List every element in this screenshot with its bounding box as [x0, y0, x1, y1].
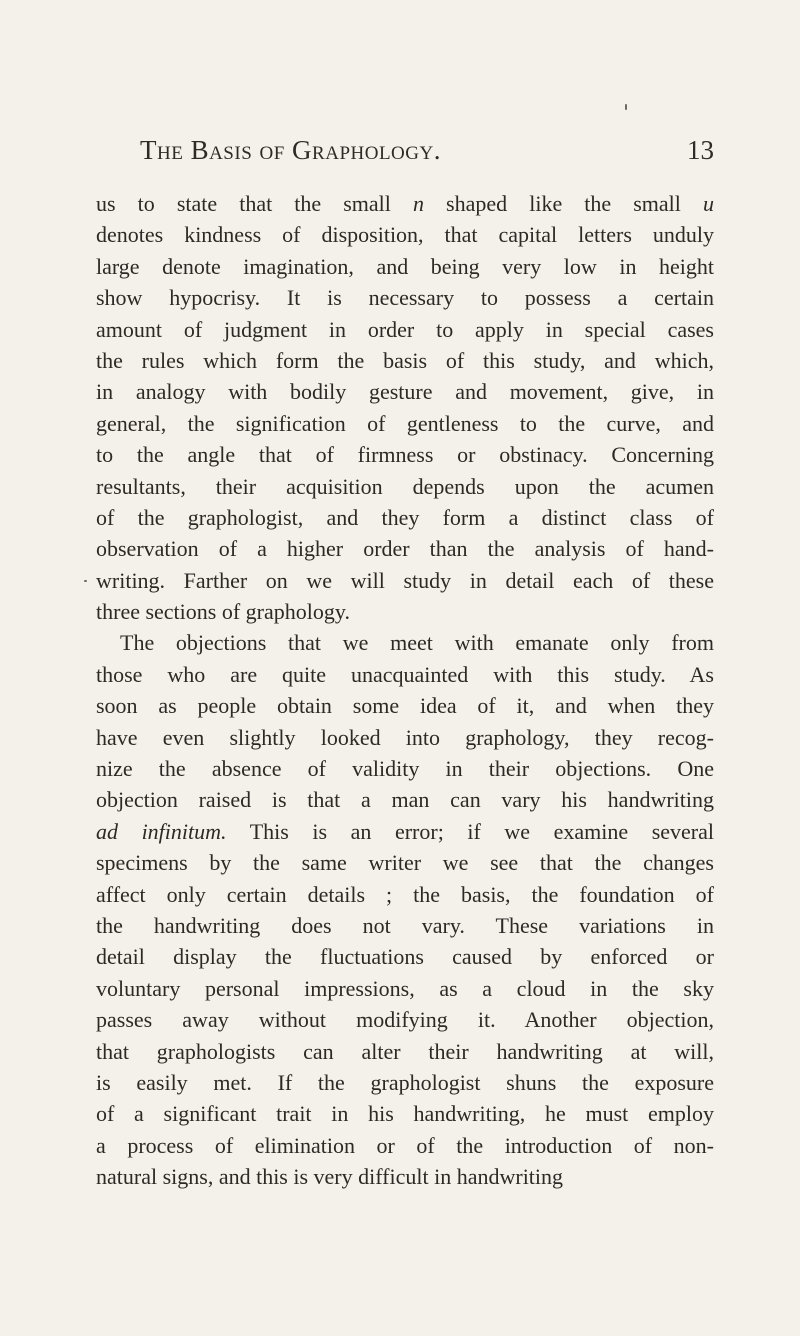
print-speck — [625, 104, 627, 110]
text-line: is easily met. If the graphologist shuns the exposure — [96, 1069, 714, 1095]
text-line: passes away without modifying it. Another objection, — [96, 1007, 714, 1033]
text-line: that graphologists can alter their handwriting at will, — [96, 1038, 714, 1064]
text-line: denotes kindness of disposition, that capital letters unduly — [96, 222, 714, 248]
text-line: in analogy with bodily gesture and movement, give, in — [96, 379, 714, 405]
text-line: a process of elimination or of the introduction of non- — [96, 1132, 714, 1158]
text-line: detail display the fluctuations caused by enforced or — [96, 944, 714, 970]
text-line: affect only certain details ; the basis, the foundation of — [96, 881, 714, 907]
text-line: have even slightly looked into graphology, they recog- — [96, 724, 714, 750]
text-line: natural signs, and this is very difficult in handwriting — [96, 1164, 564, 1190]
text-line: writing. Farther on we will study in detail each of these — [96, 567, 714, 593]
print-speck — [84, 580, 87, 582]
latin-phrase: ad infinitum. — [96, 818, 227, 844]
text-line: show hypocrisy. It is necessary to possess a certain — [96, 285, 714, 311]
italic-letter: u — [703, 191, 714, 216]
body-text — [96, 188, 714, 1193]
text-line: those who are quite unacquainted with this study. As — [96, 661, 714, 687]
text-line: the rules which form the basis of this study, and which, — [96, 347, 714, 373]
text-line: resultants, their acquisition depends upon the acumen — [96, 473, 714, 499]
text-line: three sections of graphology. — [96, 599, 350, 625]
text-line: amount of judgment in order to apply in special cases — [96, 316, 714, 342]
text-line: specimens by the same writer we see that the changes — [96, 850, 714, 876]
text-line: large denote imagination, and being very low in height — [96, 253, 714, 279]
text-line: voluntary personal impressions, as a cloud in the sky — [96, 975, 714, 1001]
page-number: 13 — [687, 135, 714, 165]
text-line: objection raised is that a man can vary his handwriting — [96, 787, 714, 813]
running-head-title: The Basis of Graphology. — [140, 135, 441, 165]
text-line: ad infinitum. This is an error; if we examine several — [96, 818, 714, 844]
text-line: to the angle that of firmness or obstinacy. Concerning — [96, 442, 714, 468]
running-head — [140, 135, 714, 175]
text-line: nize the absence of validity in their objections. One — [96, 756, 714, 782]
text-line: of the graphologist, and they form a distinct class of — [96, 504, 714, 530]
text-line: observation of a higher order than the analysis of hand- — [96, 536, 714, 562]
text-line: The objections that we meet with emanate only from — [120, 630, 714, 656]
text-line: soon as people obtain some idea of it, and when they — [96, 693, 714, 719]
text-line: of a significant trait in his handwriting, he must employ — [96, 1101, 714, 1127]
text-line: the handwriting does not vary. These variations in — [96, 912, 714, 938]
italic-letter: n — [412, 191, 424, 216]
text-line: general, the signification of gentleness to the curve, and — [96, 410, 714, 436]
text-line: us to state that the small n shaped like the small u — [96, 191, 714, 216]
